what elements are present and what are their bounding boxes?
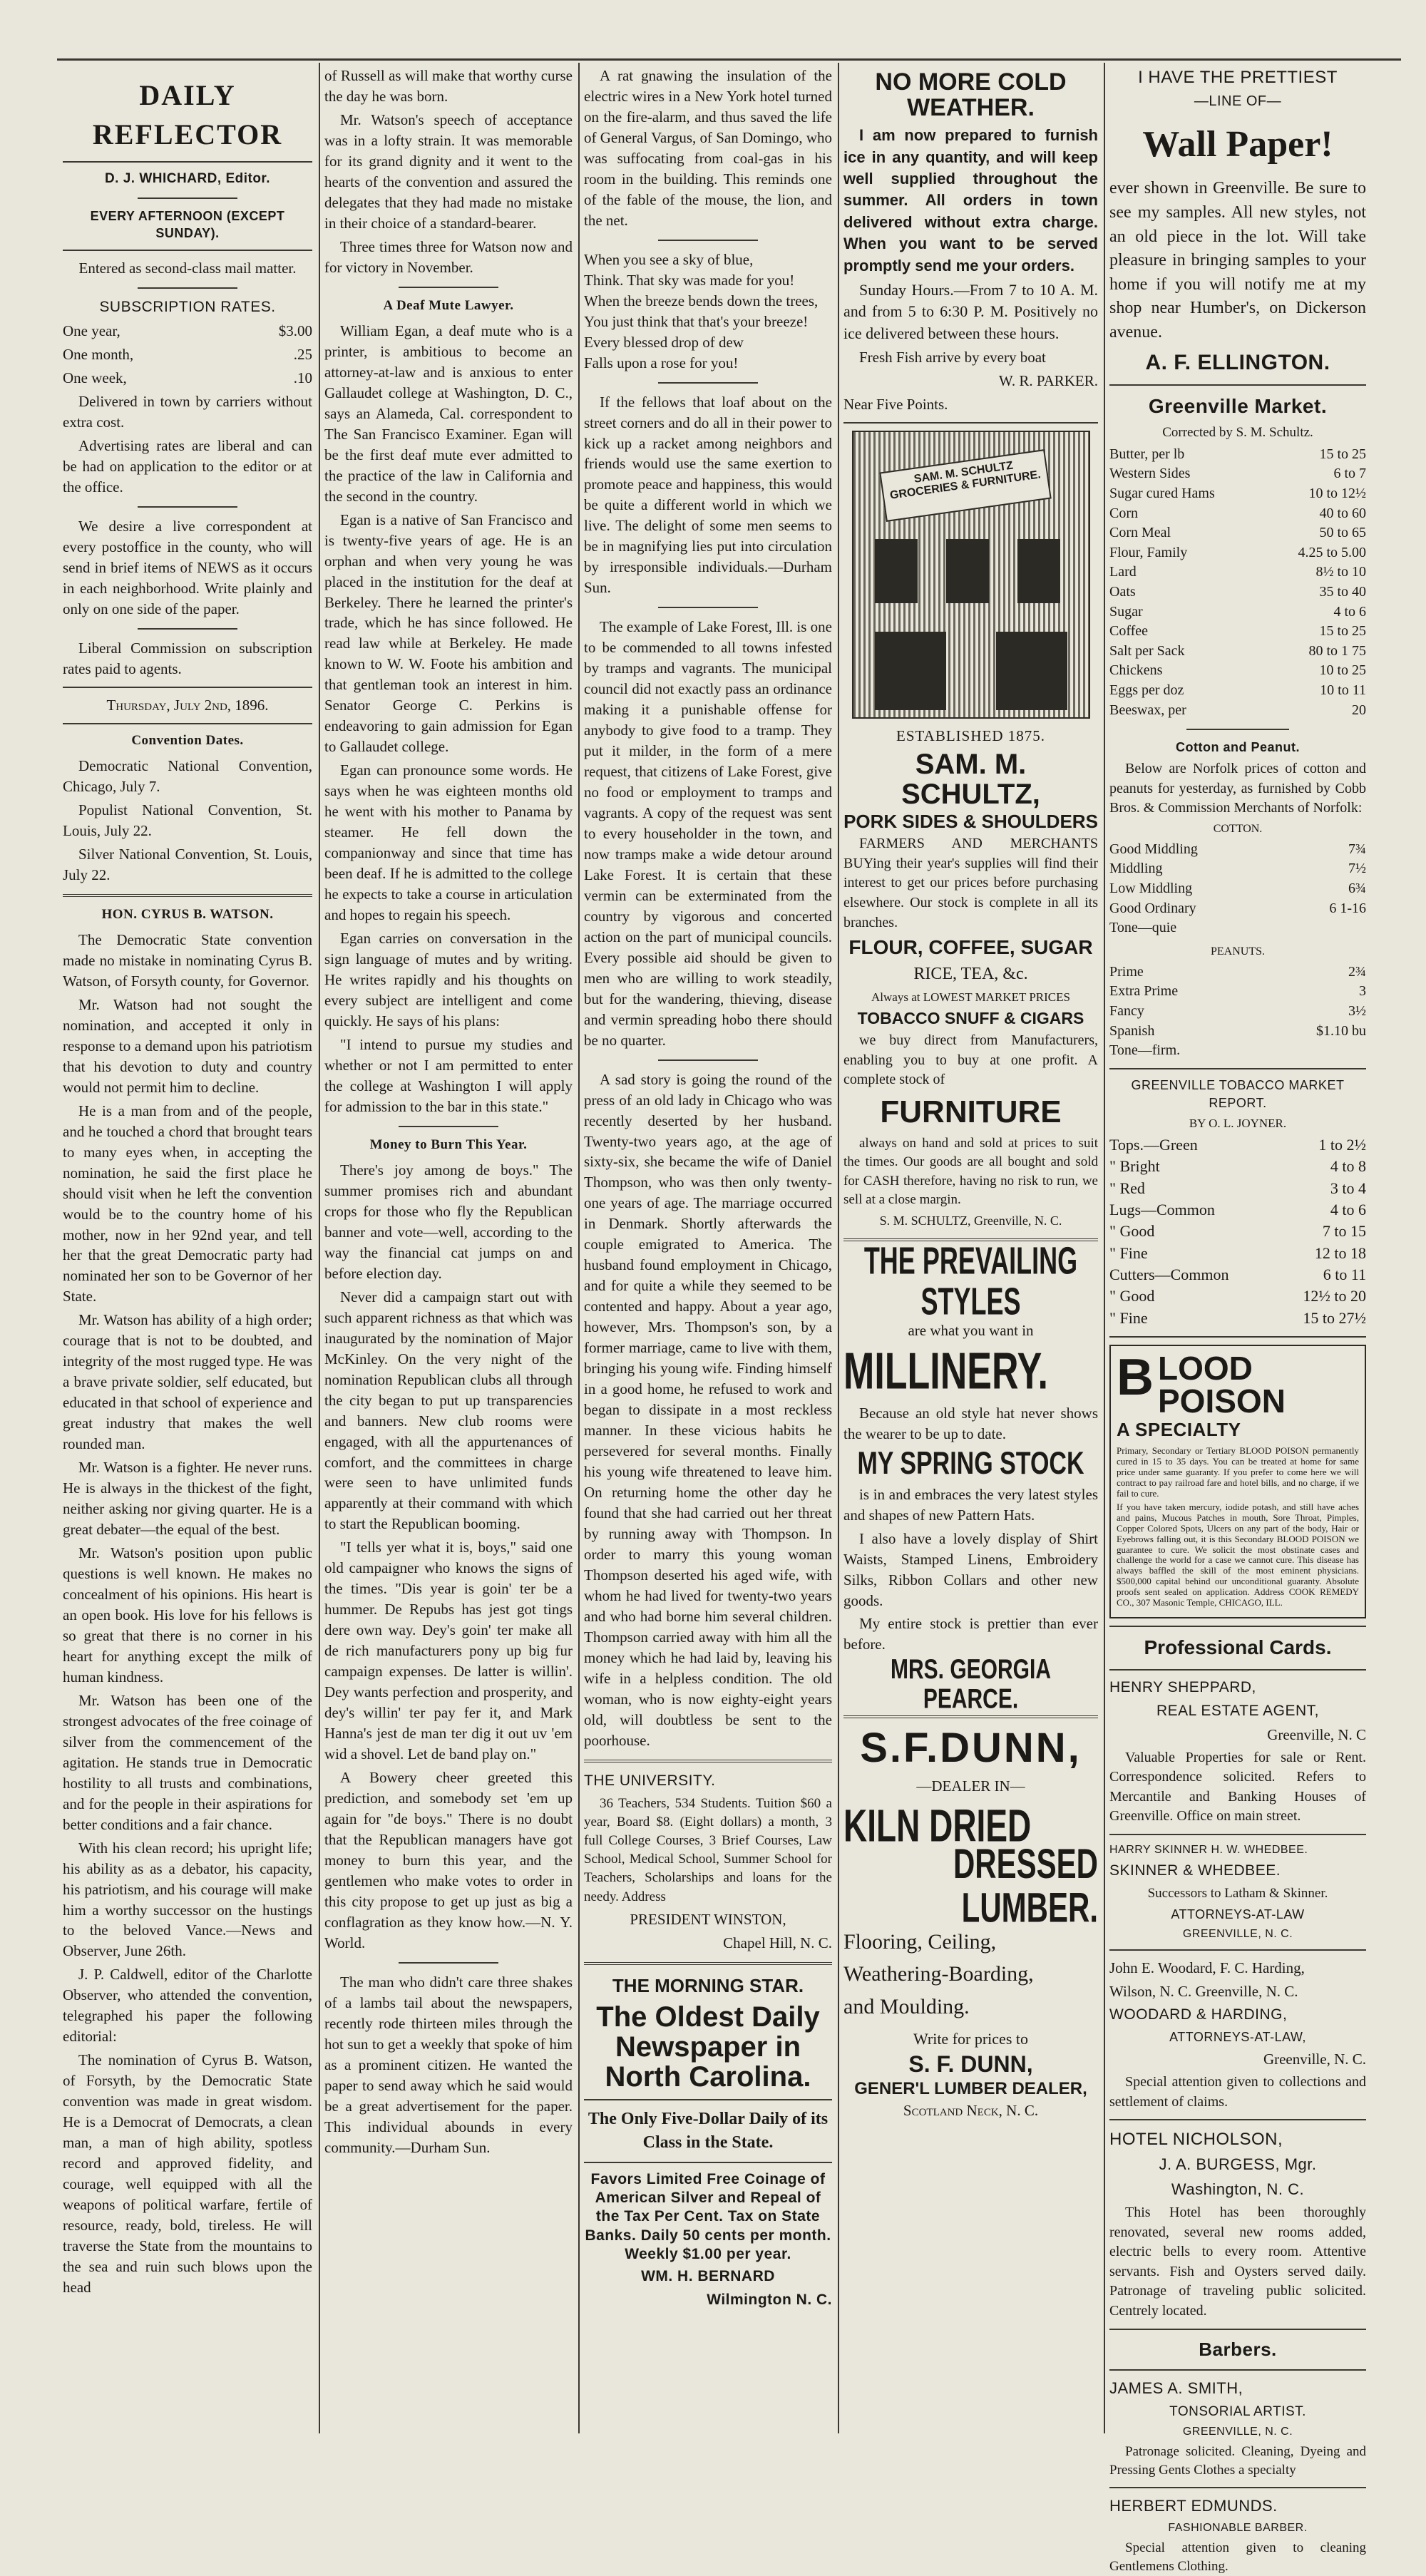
table-row <box>1109 963 1366 982</box>
column-4 <box>843 66 1098 2433</box>
row-item: Sugar <box>1109 603 1143 620</box>
row-item: Tone—firm. <box>1109 1042 1181 1059</box>
masthead: DAILY REFLECTOR <box>92 79 283 151</box>
peanut-table <box>1109 963 1366 1061</box>
table-row <box>1109 1221 1366 1242</box>
skinner-place: GREENVILLE, N. C. <box>1182 1928 1293 1941</box>
convention-title: Convention Dates. <box>131 732 244 748</box>
row-price: 8½ to 10 <box>1315 564 1366 580</box>
morning-star-ad <box>584 1974 832 2311</box>
row-price: 12 to 18 <box>1314 1243 1366 1262</box>
ice-hours: Sunday Hours.—From 7 to 10 A. M. and from 5 to 6:30 P. M. Positively no ice delivered between these hours. <box>843 280 1098 342</box>
convention-item: Populist National Convention, St. Louis, July 22. <box>63 801 312 839</box>
row-item: Low Middling <box>1109 881 1193 897</box>
farmers-body: FARMERS AND MERCHANTS BUYing their year's supplies will find their interest to get our prices before purchasing elsewhere. Our stock is complete in all its branches. <box>843 836 1098 930</box>
skinner-firm: SKINNER & WHEDBEE. <box>1109 1862 1281 1879</box>
ellington-name: A. F. ELLINGTON. <box>1145 350 1330 374</box>
top-rule <box>57 58 1401 61</box>
schedule-line: EVERY AFTERNOON (EXCEPT SUNDAY). <box>90 208 285 241</box>
edmunds-name: HERBERT EDMUNDS. <box>1109 2497 1278 2515</box>
row-item: Sugar cured Hams <box>1109 486 1215 502</box>
table-row <box>1109 583 1366 602</box>
star-place: Wilmington N. C. <box>707 2292 832 2309</box>
article-paragraph: He is a man from and of the people, and he touched a chord that brought tears to many eyes when, in accepting the nomination, he said the first place he should visit when he left the convention would be to the country home of his mother, now in her 92nd year, and tell her that the great Democratic party had nominated her son to be Governor of her State. <box>63 1102 312 1305</box>
article-paragraph: A sad story is going the round of the press of an old lady in Chicago who was recently deserted by her husband. Twenty-two years ago, at the age of sixty-six, she became the wife of Daniel Thompson, who was then only twenty-one years of age. The marriage occurred in Denmark. Shortly afterwards the couple emigrated to America. The husband found employment in Chicago, and for quite a while they seemed to be contented and happy. About a year ago, however, Mrs. Thompson's son, by a former marriage, came to live with them, bringing his young wife. Finding himself in a good home, he refused to work and began to dissipate in a most reckless manner. In these vicious habits he persevered for several months. Finally his young wife threatened to leave him. On returning home the other day he found that she had carried out her threat by running away with Thompson. In order to marry this young woman Thompson deserted his aged wife, with whom he had lived for twenty-two years and who had borne him several children. Thompson carried away with him all the money which he had laid by, leaving his wife in a helpless condition. The old woman, who is now eighty-eight years old, will doubtless be sent to the poorhouse. <box>584 1070 832 1749</box>
spring-stock: MY SPRING STOCK <box>857 1446 1084 1482</box>
table-row <box>1109 1002 1366 1022</box>
tobacco-title: GREENVILLE TOBACCO MARKET REPORT. <box>1131 1077 1345 1110</box>
article-paragraph: There's joy among de boys." The summer promises rich and abundant crops for those who fly the Republican banner and vote—well, according to the way the financial cat jumps on and before election day. <box>324 1161 573 1282</box>
star-title: THE MORNING STAR. <box>612 1974 804 1996</box>
millinery-ad <box>843 1238 1098 1715</box>
article-paragraph: Egan carries on conversation in the sign language of mutes and by writing. He writes rapidly and his thoughts on every subject are intelligent and come quickly. He says of his plans: <box>324 930 573 1030</box>
display-body: I also have a lovely display of Shirt Waists, Stamped Linens, Embroidery Silks, Ribbon Collars and other new goods. <box>843 1529 1098 1609</box>
table-row <box>1109 681 1366 701</box>
table-row <box>1109 543 1366 563</box>
row-item: Corn <box>1109 505 1138 521</box>
general-dealer: GENER'L LUMBER DEALER, <box>854 2078 1087 2098</box>
always-line: Always at LOWEST MARKET PRICES <box>871 990 1070 1004</box>
row-item: Spanish <box>1109 1022 1155 1039</box>
edmunds-body: Special attention given to cleaning Gentlemens Clothing. <box>1109 2540 1366 2575</box>
article-paragraph: A Bowery cheer greeted this prediction, and somebody set 'em up again for "de boys." There is no doubt that the Republican managers have got money to burn this year, and the gentlemen who make votes to order in this city propose to get up just as big a conflagration as they know how.—N. Y. World. <box>324 1769 573 1951</box>
edmunds-role: FASHIONABLE BARBER. <box>1168 2521 1308 2534</box>
wallpaper-ad <box>1109 66 1366 377</box>
dunn-name: S.F.DUNN, <box>860 1725 1082 1772</box>
woodard-place: Greenville, N. C. <box>1263 2050 1366 2068</box>
smith-card <box>1109 2378 1366 2480</box>
row-item: Beeswax, per <box>1109 702 1186 718</box>
smith-place: GREENVILLE, N. C. <box>1182 2425 1293 2438</box>
hand-body: always on hand and sold at prices to suit the times. Our goods are all bought and sold for CASH therefore, having no risk to run, we sell at a close margin. <box>843 1136 1098 1207</box>
sheppard-card <box>1109 1678 1366 1827</box>
table-row <box>1109 602 1366 622</box>
cotton-table <box>1109 840 1366 938</box>
woodard-names: John E. Woodard, F. C. Harding, <box>1109 1959 1305 1977</box>
row-item: Coffee <box>1109 623 1149 640</box>
row-price: 80 to 1 75 <box>1308 642 1366 659</box>
article-paragraph: The nomination of Cyrus B. Watson, of Forsyth, by the Democratic State convention was made in great wisdom. He is a Democrat of Democrats, a clean man, a man of high ability, spotless record and approved fidelity, and courage, well equipped with all the weapons of political warfare, fertile of resource, ready, bold, tireless. He will traverse the State from the mountains to the sea and ruin such blows upon the head <box>63 2051 312 2296</box>
delivered-note: Delivered in town by carriers without extra cost. <box>63 393 312 431</box>
wallpaper-big: Wall Paper! <box>1142 123 1333 165</box>
ice-near: Near Five Points. <box>843 395 948 413</box>
university-ad <box>584 1771 832 1954</box>
advertising-note: Advertising rates are liberal and can be had on application to the editor or at the office. <box>63 437 312 496</box>
article-paragraph: The Democratic State convention made no mistake in nominating Cyrus B. Watson, of Forsyth county, for Governor. <box>63 930 312 990</box>
ice-ad <box>843 70 1098 415</box>
money-title: Money to Burn This Year. <box>369 1136 528 1152</box>
table-row <box>1109 1178 1366 1199</box>
woodard-body: Special attention given to collections and settlement of claims. <box>1109 2073 1366 2110</box>
row-item: " Good <box>1109 1287 1155 1305</box>
professional-cards-title: Professional Cards. <box>1144 1636 1332 1659</box>
skinner-role: ATTORNEYS-AT-LAW <box>1171 1907 1305 1922</box>
because-body: Because an old style hat never shows the wearer to be up to date. <box>843 1405 1098 1442</box>
table-row <box>1109 840 1366 860</box>
prevailing-styles: THE PREVAILING STYLES <box>863 1238 1078 1323</box>
table-row <box>1109 879 1366 899</box>
row-item: " Red <box>1109 1179 1145 1197</box>
row-price: $1.10 bu <box>1316 1022 1366 1039</box>
poem-line: You just think that that's your breeze! <box>584 312 809 330</box>
article-paragraph: "I tells yer what it is, boys," said one old campaigner who knows the signs of the times. "Dis year is goin' ter be a hummer. De Repubs has jest got tings dere own way. Dey's goin' ter make all de rich manufacturers pony up big fur campaign expenses. De latter is willin'. Dey wants perfection and prosperity, and dey's willin' ter pay fer it, and Mark Hanna's jest de man ter dig it out uv 'em wid a shovel. Let de band play on." <box>324 1539 573 1763</box>
tobacco-table <box>1109 1134 1366 1329</box>
row-price: 20 <box>1352 702 1366 718</box>
row-price: 10 to 12½ <box>1308 486 1366 502</box>
row-price: 4 to 6 <box>1330 1201 1366 1219</box>
row-item: Good Middling <box>1109 841 1198 857</box>
table-row <box>1109 1286 1366 1307</box>
subscription-title: SUBSCRIPTION RATES. <box>99 299 276 316</box>
article-paragraph: Three times three for Watson now and for victory in November. <box>324 237 573 276</box>
row-item: Chickens <box>1109 662 1163 679</box>
row-price <box>1260 1041 1366 1061</box>
row-item: Lugs—Common <box>1109 1201 1215 1219</box>
star-favors: Favors Limited Free Coinage of American Silver and Repeal of the Tax Per Cent. Tax on State Banks. Daily 50 cents per month. Weekly $1.00 per year. <box>585 2170 831 2262</box>
scotland-neck: Scotland Neck, N. C. <box>903 2102 1039 2120</box>
store-sign: SAM. M. SCHULTZ GROCERIES & FURNITURE. <box>879 449 1051 522</box>
wallpaper-top: I HAVE THE PRETTIEST <box>1138 68 1338 87</box>
university-body: 36 Teachers, 534 Students. Tuition $60 a year, Board $8. (Eight dollars) a month, 3 full College Courses, 3 Brief Courses, Law School, Medical School, Summer School for Teachers, Scholarships and loans for the needy. Address <box>584 1795 832 1904</box>
schultz-signature: S. M. SCHULTZ, Greenville, N. C. <box>879 1213 1062 1228</box>
row-item: Fancy <box>1109 1003 1144 1020</box>
row-item: Flour, Family <box>1109 544 1188 560</box>
row-item: Good Ordinary <box>1109 900 1196 916</box>
row-price: 15 to 25 <box>1319 446 1366 462</box>
schultz-ad <box>843 431 1098 1230</box>
article-paragraph: Mr. Watson's position upon public questions is well known. He makes no concealment of his opinions. His heart is an open book. His love for his fellows is so great that there is no corner in his heart for anything except the milk of human kindness. <box>63 1544 312 1685</box>
university-place: Chapel Hill, N. C. <box>723 1934 832 1951</box>
blood-poison-initial: B <box>1117 1349 1154 1407</box>
market-title: Greenville Market. <box>1148 395 1328 417</box>
blood-poison-title: LOOD POISON <box>1158 1350 1286 1420</box>
rate-row: One month, .25 <box>63 346 312 364</box>
table-row <box>1109 1041 1366 1061</box>
market-table <box>1109 445 1366 720</box>
blood-poison-body: If you have taken mercury, iodide potash, and still have aches and pains, Mucous Patches in mouth, Sore Throat, Pimples, Copper Colored Spots, Ulcers on any part of the body, Hair or Eyebrows falling out, it is this Secondary BLOOD POISON we guarantee to cure. We solicit the most obstinate cases and challenge the world for a case we cannot cure. This disease has always baffled the skill of the most eminent physicians. $500,000 capital behind our unconditional guaranty. Absolute proofs sent sealed on application. Address COOK REMEDY CO., 307 Masonic Temple, CHICAGO, ILL. <box>1117 1501 1359 1608</box>
pearce-name: MRS. GEORGIA PEARCE. <box>890 1654 1051 1715</box>
article-paragraph: Mr. Watson has been one of the strongest advocates of the free coinage of silver from the commencement of the agitation. He stands true in Democratic hostility to all trusts and combinations, and for the people in their aspirations for better conditions and a fair chance. <box>63 1691 312 1833</box>
table-row <box>1109 484 1366 504</box>
row-price: 7 to 15 <box>1322 1222 1366 1241</box>
dunn-ad <box>843 1727 1098 2121</box>
woodard-role: ATTORNEYS-AT-LAW, <box>1169 2030 1306 2045</box>
row-price: 6 to 11 <box>1323 1266 1366 1284</box>
article-paragraph: Mr. Watson's speech of acceptance was in a lofty strain. It was memorable for its grand dignity and it went to the hearts of the convention and assured the delegates that they had made no mistake in their choice of a standard-bearer. <box>324 111 573 232</box>
tobacco-by: BY O. L. JOYNER. <box>1189 1116 1287 1130</box>
table-row <box>1109 464 1366 484</box>
watson-title: HON. CYRUS B. WATSON. <box>101 906 274 922</box>
table-row <box>1109 642 1366 662</box>
row-item: Cutters—Common <box>1109 1266 1229 1284</box>
ice-fish: Fresh Fish arrive by every boat <box>859 348 1046 366</box>
furniture-line: FURNITURE <box>880 1094 1062 1129</box>
row-price: 6 1-16 <box>1329 900 1366 916</box>
column-2 <box>324 66 573 2433</box>
write-line: Write for prices to <box>913 2029 1028 2048</box>
store-illustration <box>852 431 1090 719</box>
hotel-place: Washington, N. C. <box>1171 2180 1305 2198</box>
row-item: " Fine <box>1109 1308 1148 1327</box>
article-paragraph: The man who didn't care three shakes of a lambs tail about the newspapers, recently rode thirteen miles through the hot sun to get a weekly that spoke of him as a prominent citizen. He wanted the paper to send away which he said would be a great advertisement for the paper. This individual abounds in every community.—Durham Sun. <box>324 1973 573 2156</box>
article-paragraph: J. P. Caldwell, editor of the Charlotte Observer, who attended the convention, telegraphed his paper the following editorial: <box>63 1966 312 2046</box>
column-rule <box>319 63 320 2433</box>
row-price: 4.25 to 5.00 <box>1298 544 1366 560</box>
row-item: Eggs per doz <box>1109 682 1184 698</box>
article-paragraph: Mr. Watson had not sought the nomination, and accepted it only in response to a demand upon his patriotism that his devotion to duty and country would not permit him to decline. <box>63 995 312 1096</box>
row-price: 50 to 65 <box>1319 525 1366 541</box>
smith-role: TONSORIAL ARTIST. <box>1169 2403 1306 2419</box>
millinery-line: MILLINERY. <box>843 1343 1048 1401</box>
article-paragraph: With his clean record; his upright life; his ability as as a debator, his capacity, his patriotism, and his courage will make him a worthy successor on the hustings to the beloved Vance.—News and Observer, June 26th. <box>63 1839 312 1960</box>
row-price: 15 to 27½ <box>1303 1308 1366 1327</box>
row-item: Middling <box>1109 861 1163 877</box>
cotton-head: COTTON. <box>1213 822 1263 835</box>
row-price: 10 to 25 <box>1319 662 1366 679</box>
star-only: The Only Five-Dollar Daily of its Class in the State. <box>588 2109 829 2152</box>
column-5 <box>1109 66 1366 2575</box>
row-item: Western Sides <box>1109 466 1191 482</box>
kiln-dried: KILN DRIED <box>843 1799 1032 1852</box>
market-section <box>1109 393 1366 1329</box>
flour-line: FLOUR, COFFEE, SUGAR <box>848 936 1093 959</box>
poem-line: Falls upon a rose for you! <box>584 354 739 371</box>
hotel-card <box>1109 2128 1366 2321</box>
rice-line: RICE, TEA, &c. <box>913 964 1028 983</box>
commission-note: Liberal Commission on subscription rates paid to agents. <box>63 639 312 677</box>
poem-line: When the breeze bends down the trees, <box>584 292 819 309</box>
table-row <box>1109 1156 1366 1177</box>
article-paragraph: Mr. Watson is a fighter. He never runs. He is always in the thickest of the fight, neither asking nor giving quarter. He is a great debater—the equal of the best. <box>63 1459 312 1539</box>
tobacco-line: TOBACCO SNUFF & CIGARS <box>857 1009 1084 1028</box>
correspondent-note: We desire a live correspondent at every postoffice in the county, who will send in brief items of NEWS as it occurs in each neighborhood. Write plainly and only on one side of the paper. <box>63 517 312 617</box>
moulding-line: and Moulding. <box>843 1994 970 2018</box>
row-item: Corn Meal <box>1109 525 1171 541</box>
table-row <box>1109 918 1366 938</box>
issue-date: Thursday, July 2nd, 1896. <box>106 696 269 714</box>
cotton-intro: Below are Norfolk prices of cotton and peanuts for yesterday, as furnished by Cobb Bros. & Commission Merchants of Norfolk: <box>1109 760 1366 816</box>
row-item: Lard <box>1109 564 1137 580</box>
rate-row: One year, $3.00 <box>63 322 312 340</box>
table-row <box>1109 1199 1366 1221</box>
hotel-manager: J. A. BURGESS, Mgr. <box>1159 2155 1317 2174</box>
sheppard-role: REAL ESTATE AGENT, <box>1156 1702 1319 1719</box>
buy-body: we buy direct from Manufacturers, enabling you to buy at one profit. A complete stock of <box>843 1032 1098 1088</box>
article-paragraph: Mr. Watson has ability of a high order; courage that is not to be doubted, and integrity of the most rugged type. He was a brave private soldier, self educated, but educated in that school of experience and great industry that makes the well rounded man. <box>63 1311 312 1453</box>
table-row <box>1109 661 1366 681</box>
woodard-card <box>1109 1958 1366 2112</box>
edmunds-card <box>1109 2495 1366 2576</box>
table-row <box>1109 1264 1366 1286</box>
table-row <box>1109 1134 1366 1156</box>
row-item: Prime <box>1109 963 1144 980</box>
table-row <box>1109 563 1366 583</box>
smith-body: Patronage solicited. Cleaning, Dyeing and Pressing Gents Clothes a specialty <box>1109 2444 1366 2478</box>
schultz-name: SAM. M. SCHULTZ, <box>901 748 1040 810</box>
row-price: 7¾ <box>1348 841 1366 857</box>
article-paragraph: A rat gnawing the insulation of the electric wires in a New York hotel turned on the fire-alarm, and thus saved the life of General Vargus, of San Domingo, who was suffocating from coal-gas in his room in the building. This reminds one of the fable of the mouse, the lion, and the net. <box>584 67 833 229</box>
rates-list <box>63 321 312 389</box>
row-item: " Bright <box>1109 1157 1160 1176</box>
row-item: " Good <box>1109 1222 1155 1241</box>
deaf-mute-title: A Deaf Mute Lawyer. <box>383 297 514 313</box>
pork-line: PORK SIDES & SHOULDERS <box>843 810 1098 832</box>
column-1 <box>63 66 312 2433</box>
poem-line: Every blessed drop of dew <box>584 333 744 351</box>
established: ESTABLISHED 1875. <box>896 727 1045 744</box>
row-price: 2¾ <box>1348 963 1366 980</box>
skinner-names: HARRY SKINNER H. W. WHEDBEE. <box>1109 1844 1308 1857</box>
sheppard-place: Greenville, N. C <box>1267 1725 1366 1743</box>
table-row <box>1109 859 1366 879</box>
table-row <box>1109 1308 1366 1329</box>
ice-name: W. R. PARKER. <box>998 371 1098 389</box>
table-row <box>1109 523 1366 543</box>
row-price: 40 to 60 <box>1319 505 1366 521</box>
peanut-head: PEANUTS. <box>1210 945 1265 958</box>
sheppard-name: HENRY SHEPPARD, <box>1109 1678 1256 1695</box>
article-paragraph: If the fellows that loaf about on the street corners and do all in their power to kick up a racket among neighbors and friends would use the same exertion to promote peace and happiness, this would be quite a different world in which we live. The delight of some men seems to be in magnifying lies put into circulation by irresponsible individuals.—Durham Sun. <box>584 393 832 597</box>
row-price: 15 to 25 <box>1319 623 1366 640</box>
table-row <box>1109 445 1366 465</box>
rate-row: One week, .10 <box>63 369 312 387</box>
university-title: THE UNIVERSITY. <box>584 1772 716 1789</box>
star-oldest: The Oldest Daily Newspaper in North Carolina. <box>596 2001 820 2093</box>
row-item: Extra Prime <box>1109 983 1179 1000</box>
row-price: 3 to 4 <box>1330 1179 1366 1197</box>
editor-line: D. J. WHICHARD, Editor. <box>104 171 271 187</box>
woodard-firm: WOODARD & HARDING, <box>1109 2006 1288 2023</box>
hotel-body: This Hotel has been thoroughly renovated, several new rooms added, electric bells to every room. Attentive servants. Fish and Oysters served daily. Patronage of traveling public solicited. Centrely located. <box>1109 2204 1366 2319</box>
row-item: Butter, per lb <box>1109 446 1185 462</box>
prettier-body: My entire stock is prettier than ever before. <box>843 1615 1098 1653</box>
weather-line: Weathering-Boarding, <box>843 1962 1034 1986</box>
star-name: WM. H. BERNARD <box>641 2268 775 2285</box>
article-paragraph: The example of Lake Forest, Ill. is one to be commended to all towns infested by tramps and vagrants. The municipal council did not exactly pass an ordinance making it a punishable offense for anybody to give food to a tramp. They put it milder, in the form of a mere request, that citizens of Lake Forest, give no food or employment to tramps and vagrants. A copy of the request was sent to every householder in the town, and now tramps make a wide detour around Lake Forest. It is certain that these vermin can be exterminated from the country by vigorous and concerted action on the part of municipal councils. Every possible aid should be given to men who are willing to work steadily, but for the wandering, thieving, disease and vermin spreading hobo there should be no quarter. <box>584 618 832 1049</box>
dealer-line: —DEALER IN— <box>916 1777 1025 1795</box>
table-row <box>1109 701 1366 721</box>
table-row <box>1109 1022 1366 1042</box>
woodard-places: Wilson, N. C. Greenville, N. C. <box>1109 1983 1298 2001</box>
university-president: PRESIDENT WINSTON, <box>630 1910 786 1928</box>
poem <box>584 250 832 374</box>
spring-body: is in and embraces the very latest styles and shapes of new Pattern Hats. <box>843 1485 1098 1524</box>
column-rule <box>838 63 839 2433</box>
row-item: Tone—quie <box>1109 920 1177 936</box>
table-row <box>1109 504 1366 524</box>
row-price: 4 to 6 <box>1333 603 1366 620</box>
wallpaper-body: ever shown in Greenville. Be sure to see my samples. All new styles, not an old piece in the lot. Will take pleasure in bringing samples to your home if you will notify me at my shop near Humber's, on Dickerson avenue. <box>1109 179 1366 342</box>
row-item: Salt per Sack <box>1109 642 1185 659</box>
convention-item: Democratic National Convention, Chicago, July 7. <box>63 756 312 795</box>
poem-line: Think. That sky was made for you! <box>584 271 795 289</box>
table-row <box>1109 982 1366 1002</box>
flooring-line: Flooring, Ceiling, <box>843 1929 997 1954</box>
article-paragraph: of Russell as will make that worthy curse the day he was born. <box>324 67 573 105</box>
blood-poison-head <box>1117 1349 1359 1420</box>
article-paragraph: Egan is a native of San Francisco and is twenty-five years of age. He is an orphan and when very young he was placed in the institution for the deaf at Berkeley. There he learned the printer's trade, which he has since followed. He read law while at Berkeley. He made known to W. W. Foote his ambition and that gentleman took an interest in him. Senator George C. Perkins is endeavoring to gain admission for Egan to Gallaudet college. <box>324 510 573 756</box>
row-item: " Fine <box>1109 1243 1148 1262</box>
smith-name: JAMES A. SMITH, <box>1109 2379 1243 2398</box>
ice-body: I am now prepared to furnish ice in any quantity, and will keep well supplied throughout the summer. All orders in town delivered without extra charge. When you want to be served promptly send me your orders. <box>843 126 1098 274</box>
article-paragraph: Egan can pronounce some words. He says when he was eighteen months old he went with his mother to Panama by steamer. He fell down the companionway and since that time has been deaf. If he is admitted to the college he expects to take a course in articulation and hopes to regain his speech. <box>324 761 573 924</box>
convention-item: Silver National Convention, St. Louis, July 22. <box>63 845 312 883</box>
sheppard-body: Valuable Properties for sale or Rent. Correspondence solicited. Refers to Mercantile and Banking Houses of Greenville. Office on main street. <box>1109 1749 1366 1825</box>
market-by: Corrected by S. M. Schultz. <box>1162 424 1313 440</box>
row-price: 35 to 40 <box>1319 584 1366 600</box>
dunn-name-2: S. F. DUNN, <box>908 2051 1033 2078</box>
entered-line: Entered as second-class mail matter. <box>78 260 297 277</box>
row-price: 6 to 7 <box>1333 466 1366 482</box>
row-price: 12½ to 20 <box>1303 1287 1366 1305</box>
blood-poison-small: Primary, Secondary or Tertiary BLOOD POISON permanently cured in 15 to 35 days. You can be treated at home for same price under same guaranty. If you prefer to come here we will contract to pay railroad fare and hotel bills, and no charge, if we fail to cure. <box>1117 1445 1359 1499</box>
dressed-lumber: DRESSED LUMBER. <box>953 1839 1098 1931</box>
poem-line: When you see a sky of blue, <box>584 250 754 268</box>
table-row <box>1109 899 1366 919</box>
row-price <box>1291 918 1366 938</box>
ice-title: NO MORE COLD WEATHER. <box>875 68 1067 121</box>
hotel-name: HOTEL NICHOLSON, <box>1109 2130 1283 2150</box>
row-price: 4 to 8 <box>1330 1157 1366 1176</box>
row-price: 3½ <box>1348 1003 1366 1020</box>
column-rule <box>578 63 580 2433</box>
blood-poison-specialty: A SPECIALTY <box>1117 1419 1241 1441</box>
blood-poison-ad <box>1109 1345 1366 1618</box>
row-price: 10 to 11 <box>1320 682 1366 698</box>
row-price: 1 to 2½ <box>1318 1135 1366 1154</box>
article-paragraph: William Egan, a deaf mute who is a printer, is ambitious to become an attorney-at-law and is anxious to enter Gallaudet college at Washington, D. C., says an Alameda, Cal. correspondent to The San Francisco Examiner. Egan will be the first deaf mute ever admitted to the practice of the law in California and the second in the country. <box>324 322 573 505</box>
table-row <box>1109 1243 1366 1264</box>
skinner-successors: Successors to Latham & Skinner. <box>1147 1886 1328 1902</box>
row-price: 7½ <box>1348 861 1366 877</box>
column-3 <box>584 66 832 2433</box>
row-item: Tops.—Green <box>1109 1135 1198 1154</box>
row-price: 3 <box>1359 983 1366 1000</box>
table-row <box>1109 622 1366 642</box>
skinner-card <box>1109 1842 1366 1942</box>
row-price: 6¾ <box>1348 881 1366 897</box>
column-rule <box>1104 63 1105 2433</box>
article-paragraph: Never did a campaign start out with such apparent richness as that which was inaugurated by the nomination of Major McKinley. On the very night of the nomination Republican clubs all through the city began to put up transparencies and banners. New club rooms were engaged, with all the appurtenances of comfort, and the committees in charge were seen to have unlimited funds apparently at their command with which to start the Republican booming. <box>324 1288 573 1533</box>
row-item: Oats <box>1109 584 1136 600</box>
barbers-title: Barbers. <box>1199 2338 1277 2360</box>
cotton-title: Cotton and Peanut. <box>1176 740 1300 755</box>
wallpaper-line: —LINE OF— <box>1194 93 1282 110</box>
want-line: are what you want in <box>908 1322 1034 1340</box>
article-paragraph: "I intend to pursue my studies and whether or not I am permitted to enter the college at Washington I will apply for admission to the bar in this state." <box>324 1035 573 1115</box>
